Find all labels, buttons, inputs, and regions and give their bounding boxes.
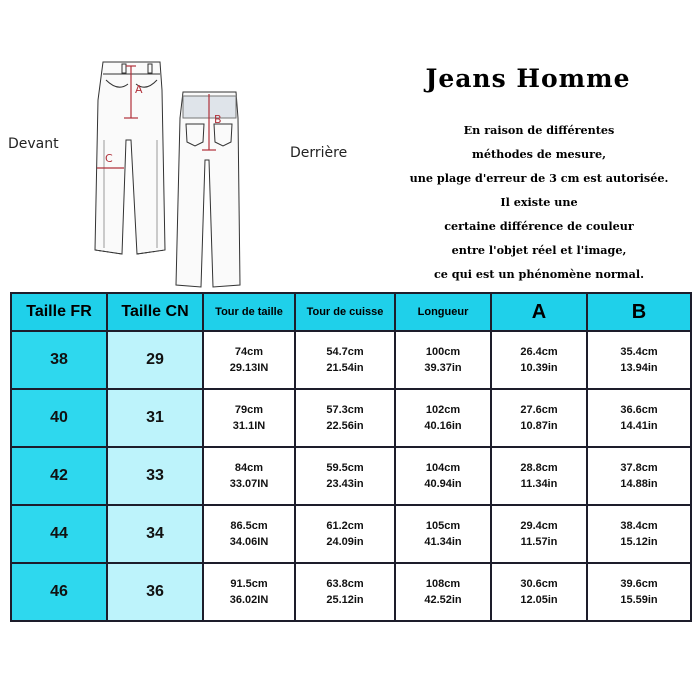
header-tour-de-taille: Tour de taille (203, 293, 295, 331)
cell-longueur (395, 505, 491, 563)
value-cm: 105cm (425, 520, 461, 532)
page-title: Jeans Homme (425, 64, 631, 93)
cell-taille-cn: 29 (107, 331, 203, 389)
cell-a (491, 389, 587, 447)
measurement-note (376, 118, 700, 286)
value-cm: 84cm (234, 462, 264, 474)
cell-taille-cn: 34 (107, 505, 203, 563)
front-label: Devant (8, 136, 59, 152)
value-in: 29.13IN (229, 362, 269, 374)
value-in: 10.87in (520, 420, 558, 432)
value-in: 36.02IN (229, 594, 269, 606)
value-in: 15.59in (620, 594, 658, 606)
back-label: Derrière (290, 145, 348, 161)
cell-b (587, 331, 691, 389)
cell-longueur (395, 563, 491, 621)
cell-a (491, 563, 587, 621)
table-row (11, 505, 691, 563)
dim-b-label: B (214, 113, 222, 126)
cell-taille-cn: 33 (107, 447, 203, 505)
value-cm: 38.4cm (620, 520, 658, 532)
value-cm: 26.4cm (520, 346, 558, 358)
value-in: 24.09in (326, 536, 364, 548)
cell-tour-de-taille (203, 331, 295, 389)
value-in: 10.39in (520, 362, 558, 374)
value-in: 21.54in (326, 362, 364, 374)
cell-tour-de-taille (203, 389, 295, 447)
value-cm: 27.6cm (520, 404, 558, 416)
value-cm: 91.5cm (230, 578, 268, 590)
value-in: 31.1IN (232, 420, 266, 432)
cell-longueur (395, 331, 491, 389)
cell-b (587, 389, 691, 447)
value-cm: 57.3cm (326, 404, 364, 416)
dim-a-label: A (135, 83, 143, 96)
value-in: 42.52in (424, 594, 462, 606)
table-header-row (11, 293, 691, 331)
value-in: 11.57in (520, 536, 558, 548)
note-line: Il existe une (500, 195, 578, 209)
value-in: 33.07IN (229, 478, 269, 490)
note-line: entre l'objet réel et l'image, (451, 243, 627, 257)
header-tour-de-cuisse: Tour de cuisse (295, 293, 395, 331)
cell-taille-fr: 44 (11, 505, 107, 563)
cell-longueur (395, 389, 491, 447)
cell-b (587, 505, 691, 563)
cell-a (491, 331, 587, 389)
value-cm: 79cm (234, 404, 264, 416)
value-in: 13.94in (620, 362, 658, 374)
cell-tour-de-cuisse (295, 563, 395, 621)
value-cm: 61.2cm (326, 520, 364, 532)
value-cm: 36.6cm (620, 404, 658, 416)
cell-taille-fr: 46 (11, 563, 107, 621)
value-cm: 35.4cm (620, 346, 658, 358)
header-longueur: Longueur (395, 293, 491, 331)
value-cm: 39.6cm (620, 578, 658, 590)
header-taille-fr: Taille FR (11, 293, 107, 331)
value-cm: 37.8cm (620, 462, 658, 474)
cell-a (491, 447, 587, 505)
value-in: 15.12in (620, 536, 658, 548)
cell-tour-de-cuisse (295, 331, 395, 389)
value-cm: 86.5cm (230, 520, 268, 532)
cell-taille-fr: 38 (11, 331, 107, 389)
back-jeans-drawing (176, 92, 240, 287)
table-row (11, 447, 691, 505)
value-cm: 28.8cm (520, 462, 558, 474)
dim-c-label: C (105, 152, 113, 165)
value-in: 22.56in (326, 420, 364, 432)
value-in: 41.34in (424, 536, 462, 548)
cell-tour-de-taille (203, 447, 295, 505)
value-in: 12.05in (520, 594, 558, 606)
value-cm: 102cm (425, 404, 461, 416)
cell-a (491, 505, 587, 563)
cell-b (587, 447, 691, 505)
note-line: méthodes de mesure, (472, 147, 606, 161)
value-in: 14.41in (620, 420, 658, 432)
value-cm: 74cm (234, 346, 264, 358)
note-line: En raison de différentes (463, 123, 615, 137)
cell-tour-de-taille (203, 505, 295, 563)
cell-taille-cn: 36 (107, 563, 203, 621)
value-cm: 100cm (425, 346, 461, 358)
table-row (11, 331, 691, 389)
header-a: A (491, 293, 587, 331)
value-cm: 63.8cm (326, 578, 364, 590)
table-row (11, 389, 691, 447)
value-cm: 108cm (425, 578, 461, 590)
cell-b (587, 563, 691, 621)
jeans-diagram (0, 0, 380, 290)
table-row (11, 563, 691, 621)
value-cm: 54.7cm (326, 346, 364, 358)
cell-taille-cn: 31 (107, 389, 203, 447)
value-in: 39.37in (424, 362, 462, 374)
cell-tour-de-cuisse (295, 505, 395, 563)
value-cm: 29.4cm (520, 520, 558, 532)
value-in: 40.94in (424, 478, 462, 490)
note-line: certaine différence de couleur (444, 219, 634, 233)
value-in: 40.16in (424, 420, 462, 432)
value-cm: 59.5cm (326, 462, 364, 474)
cell-taille-fr: 42 (11, 447, 107, 505)
value-in: 25.12in (326, 594, 364, 606)
cell-tour-de-taille (203, 563, 295, 621)
value-in: 34.06IN (229, 536, 269, 548)
note-line: une plage d'erreur de 3 cm est autorisée. (409, 171, 669, 185)
cell-taille-fr: 40 (11, 389, 107, 447)
size-table (10, 292, 692, 622)
cell-tour-de-cuisse (295, 389, 395, 447)
header-taille-cn: Taille CN (107, 293, 203, 331)
note-line: ce qui est un phénomène normal. (433, 267, 645, 281)
cell-tour-de-cuisse (295, 447, 395, 505)
value-in: 11.34in (520, 478, 558, 490)
header-b: B (587, 293, 691, 331)
value-cm: 30.6cm (520, 578, 558, 590)
value-in: 23.43in (326, 478, 364, 490)
value-cm: 104cm (425, 462, 461, 474)
value-in: 14.88in (620, 478, 658, 490)
cell-longueur (395, 447, 491, 505)
